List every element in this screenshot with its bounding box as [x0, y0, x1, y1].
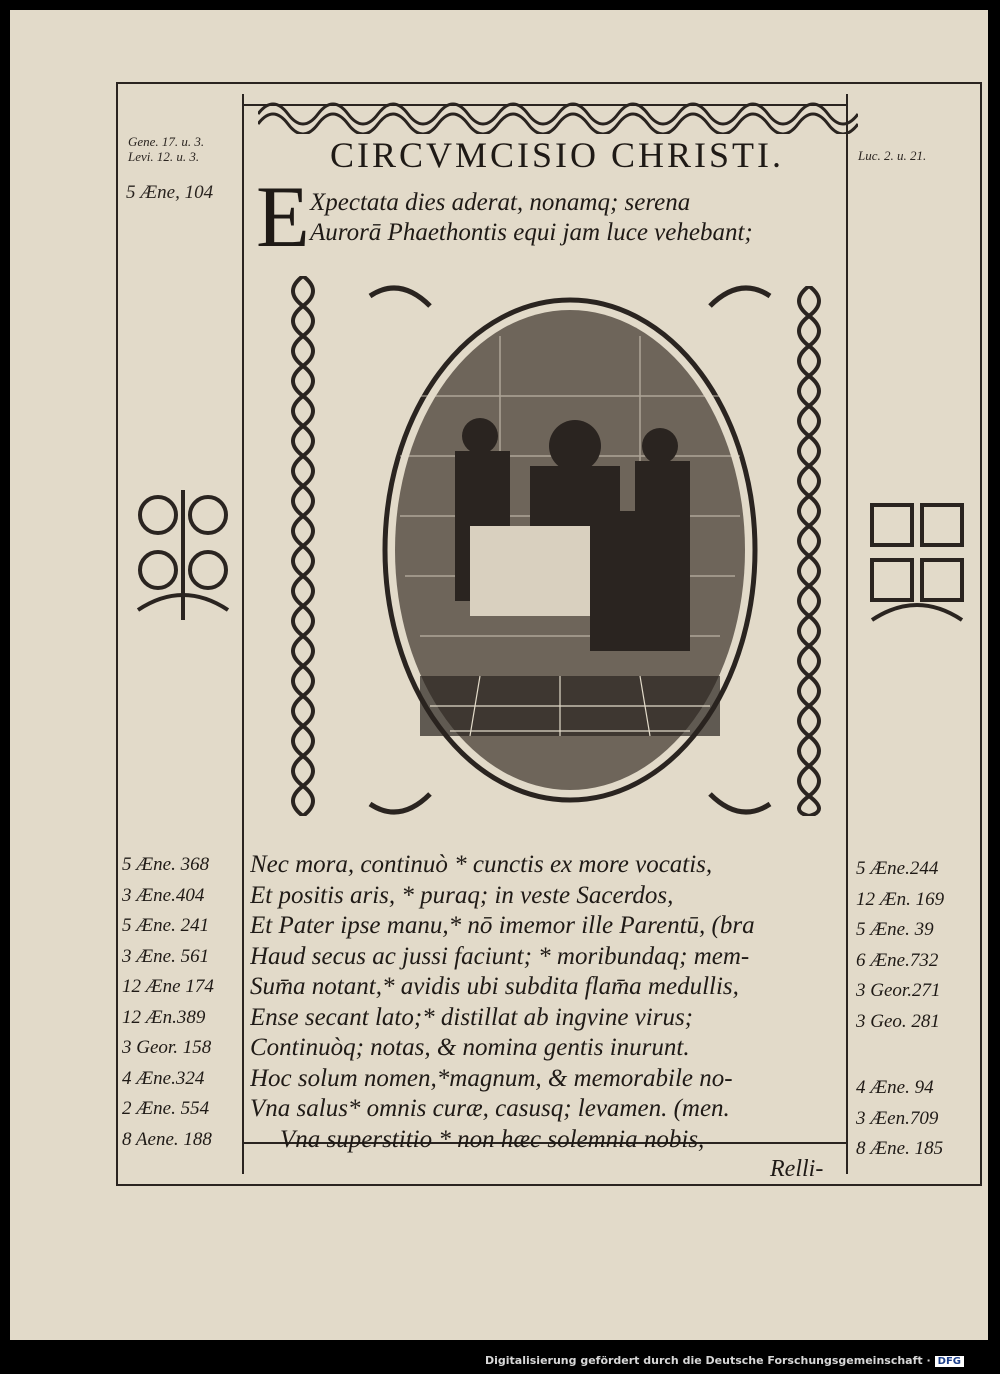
- page-title: CIRCVMCISIO CHRISTI.: [329, 135, 785, 175]
- verse-block: [250, 850, 850, 1155]
- margin-ref: 5 Æne.244: [856, 858, 939, 879]
- margin-ref: 3 Geor.271: [856, 980, 941, 1001]
- margin-ref: 3 Æen.709: [856, 1107, 939, 1129]
- margin-ref-top-left: [128, 134, 204, 164]
- verse-line: Et Pater ipse manu,* nō imemor ille Parentū, (bra: [250, 912, 755, 939]
- verse-line: Sum̄a notant,* avidis ubi subdita flam̄a medullis,: [250, 973, 739, 1000]
- margin-ref-genesis: Gene. 17. u. 3.: [128, 134, 205, 149]
- verse-line: Hoc solum nomen,*magnum, & memorabile no-: [250, 1064, 733, 1092]
- margin-ref: 3 Geor. 158: [122, 1037, 212, 1058]
- margin-ref: 12 Æne 174: [122, 976, 214, 997]
- margin-ref-levit: Levi. 12. u. 3.: [128, 149, 200, 164]
- margin-ref: 12 Æn.389: [122, 1006, 206, 1028]
- margin-ref: 8 Aene. 188: [122, 1128, 212, 1150]
- margin-ref-aeneid-104: 5 Æne, 104: [126, 182, 214, 203]
- margin-ref: 4 Æne.324: [122, 1067, 205, 1089]
- verse-line: Haud secus ac jussi faciunt; * moribundaq; mem-: [250, 942, 750, 970]
- catchword: Relli-: [770, 1156, 824, 1182]
- margin-ref: 3 Æne. 561: [122, 945, 210, 967]
- credit-text: Digitalisierung gefördert durch die Deutsche Forschungsgemeinschaft ·: [484, 1354, 931, 1367]
- margin-ref: 3 Æne.404: [122, 884, 205, 906]
- margin-ref: 5 Æne. 241: [122, 915, 210, 936]
- ornament-border-top: [258, 94, 858, 134]
- margin-ref: 6 Æne.732: [856, 949, 939, 971]
- verse-line: Vna superstitio * non hæc solemnia nobis,: [280, 1125, 705, 1153]
- ornament-right-margin: [862, 490, 972, 640]
- margin-refs-left: [122, 850, 248, 1155]
- margin-ref-luke: Luc. 2. u. 21.: [858, 148, 927, 163]
- verse-line: Vna salus* omnis curæ, casusq; levamen. (men.: [250, 1095, 730, 1122]
- dfg-logo-icon: DFG: [935, 1356, 964, 1367]
- verse-line: Et positis aris, * puraq; in veste Sacerdos,: [250, 881, 674, 909]
- ornament-left-margin: [128, 480, 238, 630]
- margin-ref: 5 Æne. 368: [122, 854, 210, 875]
- drop-cap: E: [256, 169, 310, 266]
- ornament-border-right: [784, 286, 834, 816]
- margin-ref: 3 Geo. 281: [856, 1010, 940, 1032]
- verse-line: Nec mora, continuò * cunctis ex more vocatis,: [250, 851, 713, 878]
- digitization-credit: [485, 1354, 964, 1367]
- margin-ref: 2 Æne. 554: [122, 1098, 210, 1119]
- margin-ref-spacer: [856, 1037, 976, 1055]
- intro-verses: [310, 188, 753, 248]
- margin-ref: 4 Æne. 94: [856, 1077, 934, 1098]
- margin-refs-right: [856, 854, 976, 1165]
- margin-ref: 5 Æne. 39: [856, 919, 934, 940]
- verse-line: Continuòq; notas, & nomina gentis inurunt.: [250, 1034, 690, 1061]
- margin-ref-spacer: [856, 1055, 976, 1073]
- intro-line: Xpectata dies aderat, nonamq; serena: [310, 189, 691, 216]
- circumcision-woodcut-illustration: [360, 276, 780, 824]
- verse-line: Ense secant lato;* distillat ab ingvine virus;: [250, 1003, 693, 1031]
- margin-ref: 12 Æn. 169: [856, 888, 945, 910]
- margin-ref: 8 Æne. 185: [856, 1138, 944, 1159]
- book-page: [10, 10, 988, 1340]
- ornament-border-left: [278, 276, 328, 816]
- intro-line: Aurorā Phaethontis equi jam luce vehebant;: [310, 219, 753, 246]
